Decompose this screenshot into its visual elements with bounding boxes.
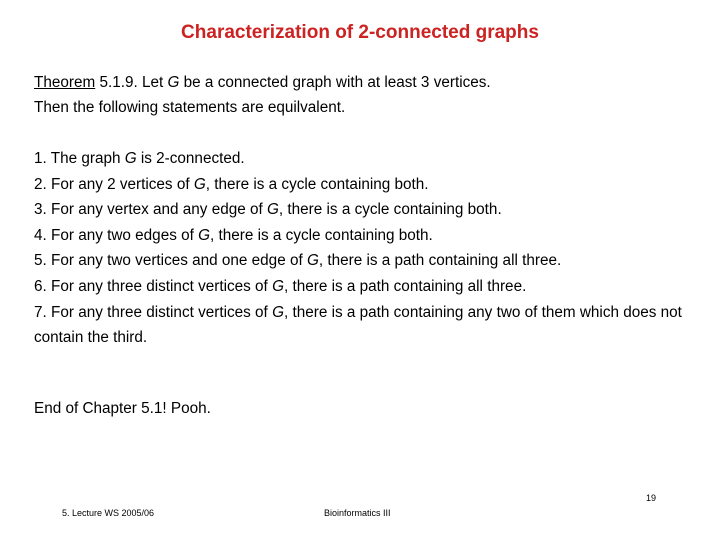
- theorem-line-2: Then the following statements are equilvalent.: [34, 99, 346, 116]
- statement-item: 6. For any three distinct vertices of G, there is a path containing all three.: [34, 277, 527, 295]
- theorem-label: Theorem: [34, 74, 96, 91]
- theorem-block: [34, 70, 694, 120]
- statement-item: 2. For any 2 vertices of G, there is a cycle containing both.: [34, 175, 429, 193]
- theorem-line-1: [34, 70, 694, 95]
- page-number: 19: [646, 493, 657, 503]
- statement-item: 5. For any two vertices and one edge of G, there is a path containing all three.: [34, 252, 562, 270]
- footer-course: Bioinformatics III: [324, 508, 391, 518]
- statement-item: 1. The graph G is 2-connected.: [34, 150, 245, 167]
- footer-lecture: 5. Lecture WS 2005/06: [62, 508, 155, 518]
- statement-item: 4. For any two edges of G, there is a cycle containing both.: [34, 226, 433, 244]
- slide-title: Characterization of 2-connected graphs: [181, 22, 539, 43]
- statement-item: 7. For any three distinct vertices of G, there is a path containing any two of them which does not contain the third.: [34, 303, 682, 347]
- end-of-chapter-note: End of Chapter 5.1! Pooh.: [34, 400, 211, 417]
- statement-item: 3. For any vertex and any edge of G, there is a cycle containing both.: [34, 201, 502, 219]
- equivalent-statements-list: [34, 146, 704, 351]
- theorem-text: 5.1.9. Let G be a connected graph with at least 3 vertices.: [95, 74, 491, 91]
